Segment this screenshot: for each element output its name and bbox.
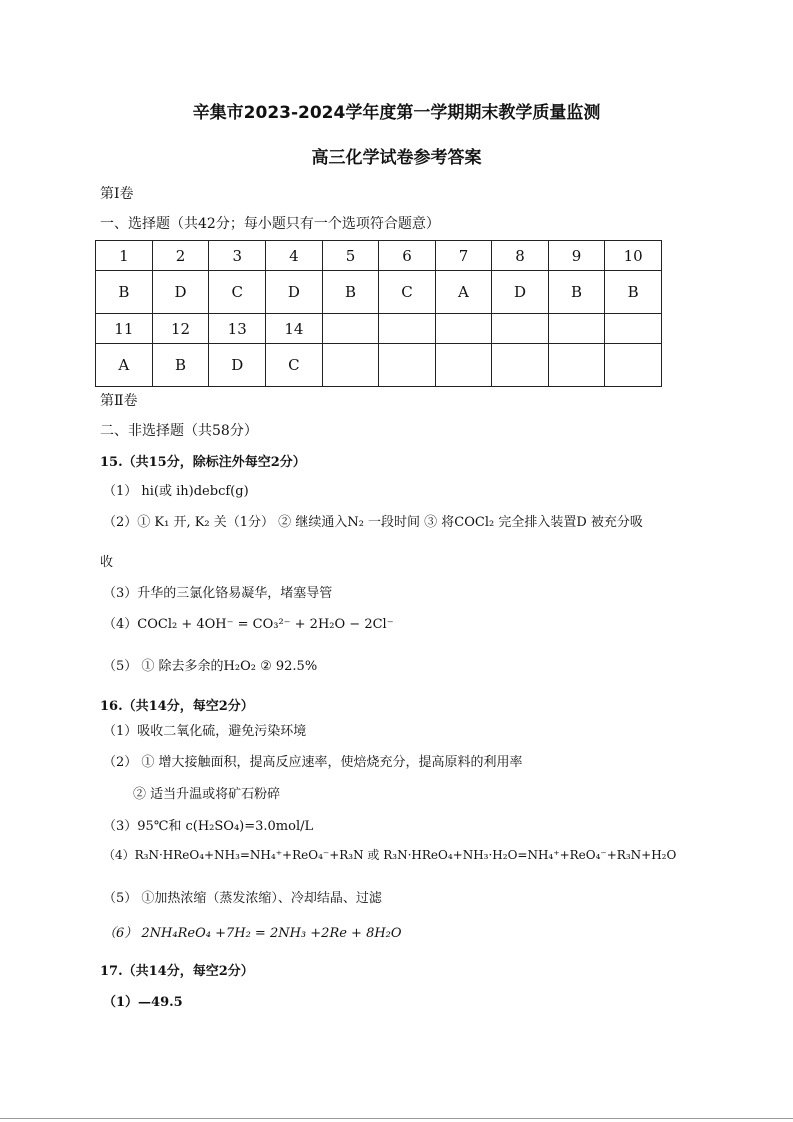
table-cell: 10 bbox=[605, 241, 662, 271]
table-cell: C bbox=[266, 344, 323, 387]
table-cell bbox=[492, 314, 549, 344]
table-cell: 6 bbox=[379, 241, 436, 271]
document-title: 辛集市2023-2024学年度第一学期期末教学质量监测 bbox=[192, 103, 601, 123]
table-cell: B bbox=[548, 271, 604, 314]
table-cell bbox=[379, 344, 436, 387]
table-cell: 1 bbox=[96, 241, 153, 271]
q16-answer-1: （1）吸收二氧化硫，避免污染环境 bbox=[103, 724, 307, 739]
part-2-heading: 第Ⅱ卷 bbox=[100, 393, 138, 409]
table-cell bbox=[548, 314, 604, 344]
table-cell: A bbox=[435, 271, 491, 314]
q15-answer-1: （1） hi(或 ih)debcf(g) bbox=[103, 484, 249, 499]
q16-answer-2b: ② 适当升温或将矿石粉碎 bbox=[133, 787, 281, 802]
table-cell: D bbox=[492, 271, 549, 314]
table-cell: B bbox=[96, 271, 153, 314]
q17-header: 17.（共14分，每空2分） bbox=[100, 964, 254, 979]
table-cell: 9 bbox=[548, 241, 604, 271]
table-cell bbox=[548, 344, 604, 387]
table-cell bbox=[435, 314, 491, 344]
table-cell bbox=[435, 344, 491, 387]
table-cell bbox=[492, 344, 549, 387]
table-cell bbox=[605, 314, 662, 344]
table-row bbox=[96, 314, 662, 344]
page-bottom-border bbox=[0, 1118, 793, 1119]
q15-header: 15.（共15分，除标注外每空2分） bbox=[100, 455, 306, 470]
q16-answer-5: （5） ①加热浓缩（蒸发浓缩）、冷却结晶、过滤 bbox=[103, 891, 382, 906]
document-subtitle: 高三化学试卷参考答案 bbox=[311, 148, 482, 168]
table-cell bbox=[322, 314, 378, 344]
q15-answer-2-cont: 收 bbox=[100, 555, 114, 570]
q15-answer-5: （5） ① 除去多余的H₂O₂ ② 92.5% bbox=[103, 659, 318, 674]
table-cell: 11 bbox=[96, 314, 153, 344]
table-cell: B bbox=[322, 271, 378, 314]
table-cell: 4 bbox=[266, 241, 323, 271]
table-cell: 5 bbox=[322, 241, 378, 271]
table-cell: 14 bbox=[266, 314, 323, 344]
table-cell bbox=[605, 344, 662, 387]
q15-answer-2: （2）① K₁ 开, K₂ 关（1分） ② 继续通入N₂ 一段时间 ③ 将COCl₂ 完全排入装置D 被充分吸 bbox=[103, 515, 643, 530]
section-2-heading: 二、非选择题（共58分） bbox=[100, 423, 258, 439]
table-cell: D bbox=[266, 271, 323, 314]
q16-header: 16.（共14分，每空2分） bbox=[100, 699, 254, 714]
q16-answer-2: （2） ① 增大接触面积，提高反应速率，使焙烧充分，提高原料的利用率 bbox=[103, 755, 523, 770]
q15-answer-4: （4）COCl₂ + 4OH⁻ = CO₃²⁻ + 2H₂O − 2Cl⁻ bbox=[103, 617, 394, 632]
table-cell: 7 bbox=[435, 241, 491, 271]
table-row bbox=[96, 241, 662, 271]
table-cell: 2 bbox=[152, 241, 209, 271]
table-cell: D bbox=[209, 344, 266, 387]
table-cell bbox=[379, 314, 436, 344]
q17-answer-1: （1）—49.5 bbox=[103, 995, 183, 1010]
section-1-heading: 一、选择题（共42分；每小题只有一个选项符合题意） bbox=[100, 216, 440, 232]
table-cell: 8 bbox=[492, 241, 549, 271]
q15-answer-3: （3）升华的三氯化铬易凝华，堵塞导管 bbox=[103, 586, 333, 601]
table-cell: B bbox=[605, 271, 662, 314]
table-cell: 3 bbox=[209, 241, 266, 271]
table-cell: 12 bbox=[152, 314, 209, 344]
table-cell: C bbox=[209, 271, 266, 314]
choice-answer-table bbox=[95, 240, 662, 387]
table-cell bbox=[322, 344, 378, 387]
table-cell: D bbox=[152, 271, 209, 314]
table-cell: B bbox=[152, 344, 209, 387]
q16-answer-3: （3）95℃和 c(H₂SO₄)=3.0mol/L bbox=[103, 819, 314, 834]
table-row bbox=[96, 344, 662, 387]
table-cell: C bbox=[379, 271, 436, 314]
part-1-heading: 第Ⅰ卷 bbox=[100, 186, 134, 202]
table-cell: 13 bbox=[209, 314, 266, 344]
q16-answer-4: （4）R₃N·HReO₄+NH₃=NH₄⁺+ReO₄⁻+R₃N 或 R₃N·HReO₄+NH₃·H₂O=NH₄⁺+ReO₄⁻+R₃N+H₂O bbox=[103, 848, 677, 862]
table-cell: A bbox=[96, 344, 153, 387]
q16-answer-6: （6） 2NH₄ReO₄ +7H₂ = 2NH₃ +2Re + 8H₂O bbox=[103, 926, 402, 941]
table-row bbox=[96, 271, 662, 314]
